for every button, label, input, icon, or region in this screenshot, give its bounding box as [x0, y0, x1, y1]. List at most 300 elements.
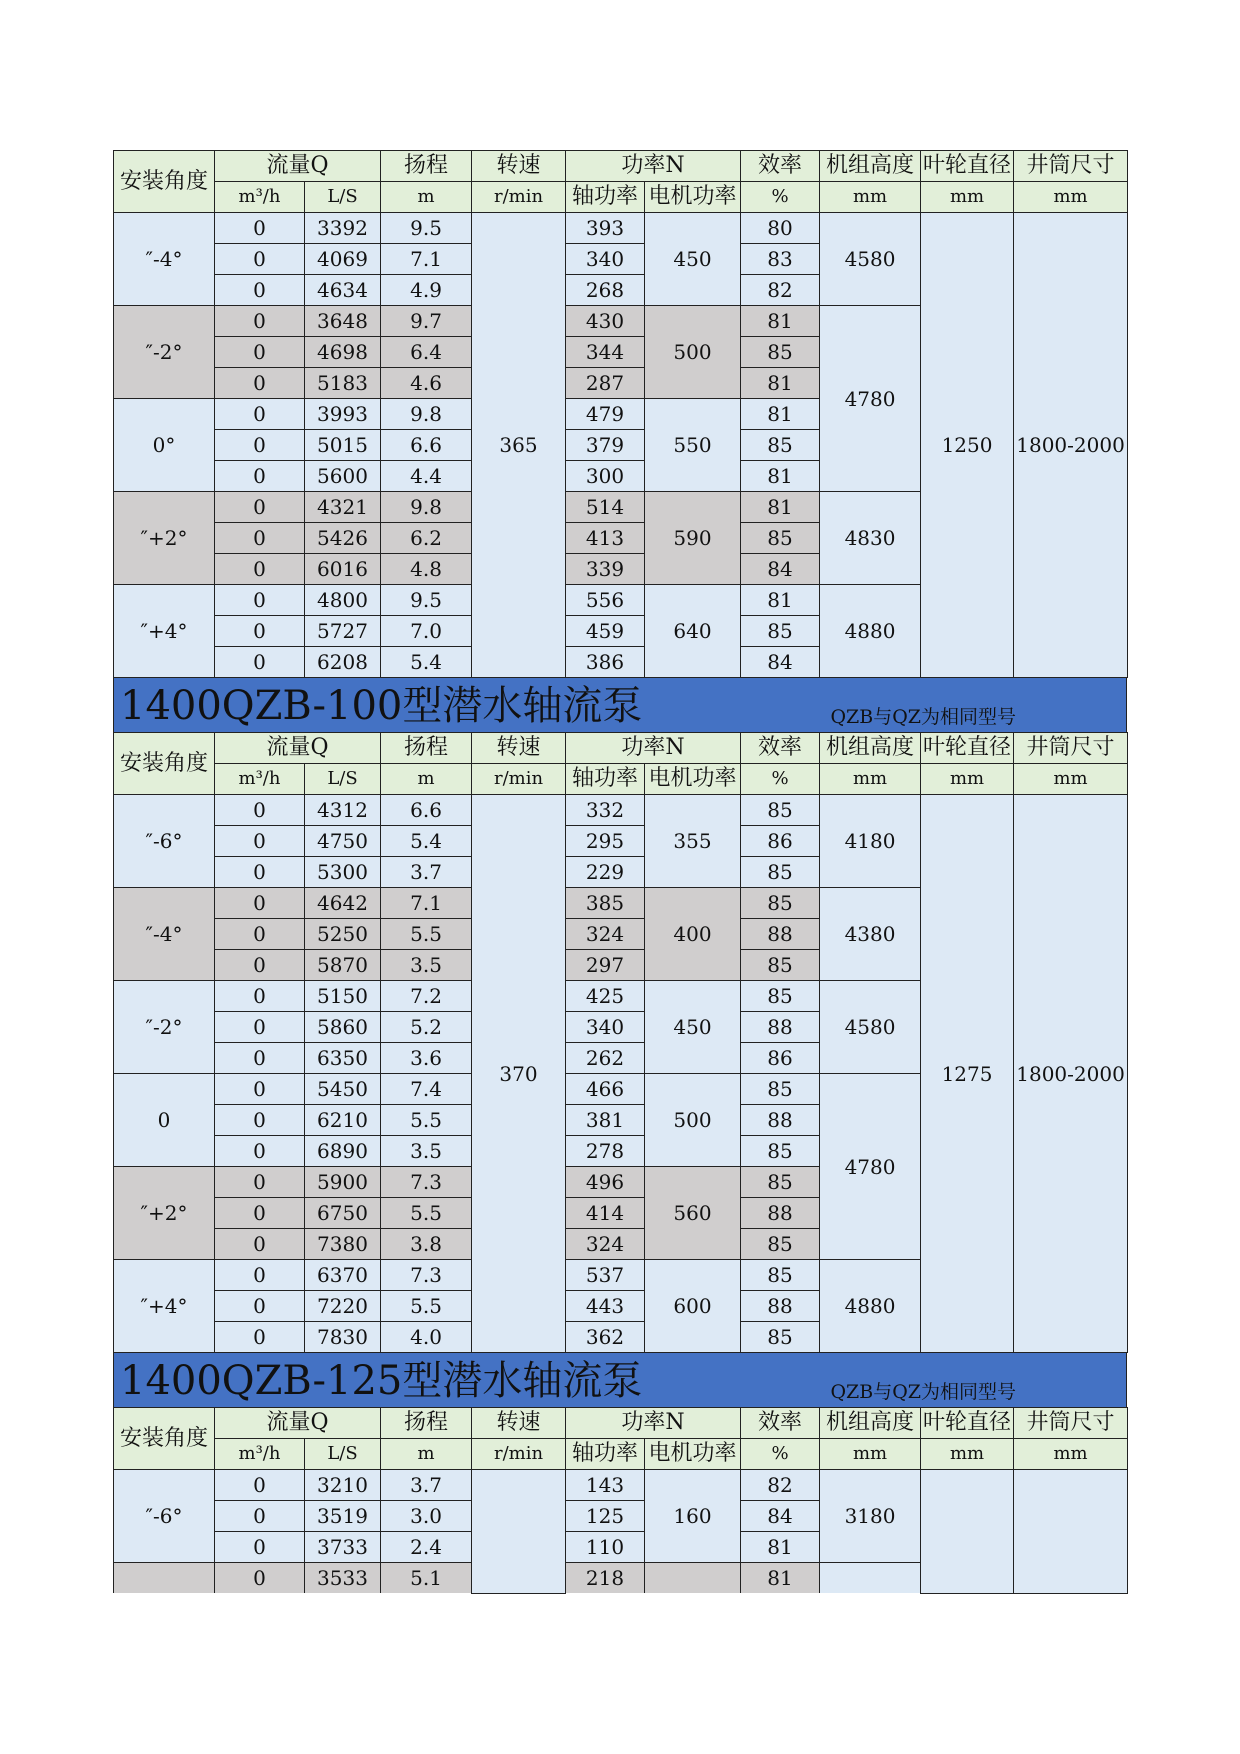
header-motor-power: 电机功率 — [645, 182, 741, 213]
efficiency-cell: 88 — [741, 1012, 820, 1043]
efficiency-cell: 82 — [741, 1470, 820, 1501]
head-cell: 9.8 — [381, 492, 472, 523]
flow-ls-cell: 4321 — [305, 492, 381, 523]
header-shaft-power: 轴功率 — [566, 764, 645, 795]
flow-m3h-cell: 0 — [215, 1043, 305, 1074]
flow-m3h-cell: 0 — [215, 1105, 305, 1136]
header-shaft-power: 轴功率 — [566, 182, 645, 213]
flow-m3h-cell: 0 — [215, 1532, 305, 1563]
unit-mm: mm — [820, 764, 921, 795]
flow-m3h-cell: 0 — [215, 1291, 305, 1322]
flow-ls-cell: 5860 — [305, 1012, 381, 1043]
flow-m3h-cell: 0 — [215, 337, 305, 368]
section-title-bar — [113, 1353, 1127, 1407]
head-cell: 6.4 — [381, 337, 472, 368]
efficiency-cell: 81 — [741, 461, 820, 492]
header-motor-power: 电机功率 — [645, 764, 741, 795]
flow-m3h-cell: 0 — [215, 1229, 305, 1260]
flow-ls-cell: 3733 — [305, 1532, 381, 1563]
header-head: 扬程 — [381, 733, 472, 764]
unit-mm: mm — [1014, 1439, 1128, 1470]
table-row — [114, 1470, 1128, 1501]
flow-ls-cell: 5450 — [305, 1074, 381, 1105]
angle-cell: ″+2° — [114, 1167, 215, 1260]
flow-ls-cell: 3392 — [305, 213, 381, 244]
shaft-power-cell: 344 — [566, 337, 645, 368]
flow-ls-cell: 6370 — [305, 1260, 381, 1291]
unit-height-cell: 4780 — [820, 306, 921, 492]
head-cell: 4.0 — [381, 1322, 472, 1353]
section-title-bar — [113, 678, 1127, 732]
flow-m3h-cell: 0 — [215, 1074, 305, 1105]
angle-cell: ″-4° — [114, 888, 215, 981]
angle-cell — [114, 1563, 215, 1594]
flow-m3h-cell: 0 — [215, 1012, 305, 1043]
unit-percent: % — [741, 182, 820, 213]
efficiency-cell: 85 — [741, 1260, 820, 1291]
shaft-power-cell: 496 — [566, 1167, 645, 1198]
header-unit-height: 机组高度 — [820, 151, 921, 182]
header-well-size: 井筒尺寸 — [1014, 151, 1128, 182]
flow-ls-cell: 5250 — [305, 919, 381, 950]
unit-rpm: r/min — [472, 182, 566, 213]
well-size-cell — [1014, 1470, 1128, 1594]
header-efficiency: 效率 — [741, 151, 820, 182]
header-angle: 安装角度 — [114, 733, 215, 795]
flow-ls-cell: 5015 — [305, 430, 381, 461]
unit-height-cell: 4830 — [820, 492, 921, 585]
header-efficiency: 效率 — [741, 1408, 820, 1439]
efficiency-cell: 85 — [741, 430, 820, 461]
flow-m3h-cell: 0 — [215, 492, 305, 523]
flow-ls-cell: 5426 — [305, 523, 381, 554]
efficiency-cell: 85 — [741, 523, 820, 554]
shaft-power-cell: 386 — [566, 647, 645, 678]
unit-height-cell: 4880 — [820, 585, 921, 678]
shaft-power-cell: 229 — [566, 857, 645, 888]
flow-ls-cell: 4750 — [305, 826, 381, 857]
motor-power-cell: 640 — [645, 585, 741, 678]
impeller-diameter-cell: 1250 — [921, 213, 1014, 678]
unit-mm: mm — [921, 182, 1014, 213]
efficiency-cell: 88 — [741, 1105, 820, 1136]
efficiency-cell: 81 — [741, 492, 820, 523]
header-flow: 流量Q — [215, 1408, 381, 1439]
header-head: 扬程 — [381, 1408, 472, 1439]
unit-percent: % — [741, 764, 820, 795]
efficiency-cell: 81 — [741, 585, 820, 616]
unit-percent: % — [741, 1439, 820, 1470]
motor-power-cell: 600 — [645, 1260, 741, 1353]
header-power: 功率N — [566, 1408, 741, 1439]
flow-ls-cell: 6890 — [305, 1136, 381, 1167]
unit-ls: L/S — [305, 764, 381, 795]
head-cell: 9.5 — [381, 213, 472, 244]
angle-cell: 0 — [114, 1074, 215, 1167]
header-head: 扬程 — [381, 151, 472, 182]
unit-mm: mm — [1014, 764, 1128, 795]
header-well-size: 井筒尺寸 — [1014, 733, 1128, 764]
flow-ls-cell: 5900 — [305, 1167, 381, 1198]
shaft-power-cell: 466 — [566, 1074, 645, 1105]
head-cell: 6.6 — [381, 430, 472, 461]
flow-m3h-cell: 0 — [215, 1563, 305, 1594]
efficiency-cell: 82 — [741, 275, 820, 306]
efficiency-cell: 85 — [741, 981, 820, 1012]
flow-m3h-cell: 0 — [215, 795, 305, 826]
motor-power-cell: 450 — [645, 213, 741, 306]
flow-m3h-cell: 0 — [215, 399, 305, 430]
flow-m3h-cell: 0 — [215, 461, 305, 492]
flow-ls-cell: 5600 — [305, 461, 381, 492]
header-angle: 安装角度 — [114, 1408, 215, 1470]
well-size-cell: 1800-2000 — [1014, 213, 1128, 678]
shaft-power-cell: 125 — [566, 1501, 645, 1532]
unit-mm: mm — [921, 764, 1014, 795]
head-cell: 4.6 — [381, 368, 472, 399]
spec-table — [113, 732, 1128, 1353]
unit-m: m — [381, 182, 472, 213]
motor-power-cell: 590 — [645, 492, 741, 585]
head-cell: 3.8 — [381, 1229, 472, 1260]
flow-ls-cell: 4698 — [305, 337, 381, 368]
shaft-power-cell: 297 — [566, 950, 645, 981]
shaft-power-cell: 362 — [566, 1322, 645, 1353]
flow-m3h-cell: 0 — [215, 1501, 305, 1532]
motor-power-cell: 160 — [645, 1470, 741, 1563]
flow-m3h-cell: 0 — [215, 616, 305, 647]
efficiency-cell: 81 — [741, 399, 820, 430]
flow-ls-cell: 3533 — [305, 1563, 381, 1594]
head-cell: 2.4 — [381, 1532, 472, 1563]
head-cell: 3.0 — [381, 1501, 472, 1532]
head-cell: 9.5 — [381, 585, 472, 616]
header-power: 功率N — [566, 733, 741, 764]
head-cell: 5.4 — [381, 647, 472, 678]
shaft-power-cell: 324 — [566, 1229, 645, 1260]
unit-height-cell: 4180 — [820, 795, 921, 888]
angle-cell: ″-6° — [114, 1470, 215, 1563]
efficiency-cell: 86 — [741, 826, 820, 857]
spec-table — [113, 1407, 1128, 1594]
unit-mm: mm — [921, 1439, 1014, 1470]
flow-ls-cell: 7380 — [305, 1229, 381, 1260]
flow-m3h-cell: 0 — [215, 306, 305, 337]
table-row — [114, 213, 1128, 244]
angle-cell: ″+4° — [114, 585, 215, 678]
header-power: 功率N — [566, 151, 741, 182]
head-cell: 3.5 — [381, 1136, 472, 1167]
head-cell: 7.3 — [381, 1167, 472, 1198]
flow-m3h-cell: 0 — [215, 950, 305, 981]
unit-height-cell — [820, 1563, 921, 1594]
flow-m3h-cell: 0 — [215, 981, 305, 1012]
flow-ls-cell: 5183 — [305, 368, 381, 399]
flow-ls-cell: 4069 — [305, 244, 381, 275]
head-cell: 7.0 — [381, 616, 472, 647]
efficiency-cell: 84 — [741, 554, 820, 585]
flow-ls-cell: 6208 — [305, 647, 381, 678]
flow-ls-cell: 3210 — [305, 1470, 381, 1501]
spec-table — [113, 150, 1128, 678]
flow-m3h-cell: 0 — [215, 1260, 305, 1291]
shaft-power-cell: 340 — [566, 244, 645, 275]
header-speed: 转速 — [472, 151, 566, 182]
shaft-power-cell: 443 — [566, 1291, 645, 1322]
motor-power-cell: 450 — [645, 981, 741, 1074]
head-cell: 7.4 — [381, 1074, 472, 1105]
head-cell: 5.5 — [381, 919, 472, 950]
header-motor-power: 电机功率 — [645, 1439, 741, 1470]
shaft-power-cell: 425 — [566, 981, 645, 1012]
flow-m3h-cell: 0 — [215, 368, 305, 399]
shaft-power-cell: 393 — [566, 213, 645, 244]
flow-m3h-cell: 0 — [215, 585, 305, 616]
shaft-power-cell: 556 — [566, 585, 645, 616]
head-cell: 5.4 — [381, 826, 472, 857]
head-cell: 7.2 — [381, 981, 472, 1012]
efficiency-cell: 83 — [741, 244, 820, 275]
shaft-power-cell: 385 — [566, 888, 645, 919]
unit-height-cell: 3180 — [820, 1470, 921, 1563]
flow-ls-cell: 5870 — [305, 950, 381, 981]
flow-m3h-cell: 0 — [215, 1167, 305, 1198]
flow-m3h-cell: 0 — [215, 857, 305, 888]
header-shaft-power: 轴功率 — [566, 1439, 645, 1470]
flow-m3h-cell: 0 — [215, 919, 305, 950]
head-cell: 5.5 — [381, 1291, 472, 1322]
efficiency-cell: 88 — [741, 1291, 820, 1322]
flow-m3h-cell: 0 — [215, 523, 305, 554]
speed-cell: 365 — [472, 213, 566, 678]
section-title: 1400QZB-100型潜水轴流泵 — [120, 683, 643, 729]
angle-cell: ″+2° — [114, 492, 215, 585]
head-cell: 3.7 — [381, 857, 472, 888]
head-cell: 6.6 — [381, 795, 472, 826]
flow-ls-cell: 6750 — [305, 1198, 381, 1229]
efficiency-cell: 80 — [741, 213, 820, 244]
flow-ls-cell: 4634 — [305, 275, 381, 306]
flow-ls-cell: 5300 — [305, 857, 381, 888]
angle-cell: ″-6° — [114, 795, 215, 888]
angle-cell: ″-4° — [114, 213, 215, 306]
impeller-diameter-cell: 1275 — [921, 795, 1014, 1353]
unit-height-cell: 4780 — [820, 1074, 921, 1260]
motor-power-cell — [645, 1563, 741, 1594]
head-cell: 7.1 — [381, 888, 472, 919]
flow-ls-cell: 6210 — [305, 1105, 381, 1136]
efficiency-cell: 81 — [741, 1563, 820, 1594]
efficiency-cell: 86 — [741, 1043, 820, 1074]
shaft-power-cell: 414 — [566, 1198, 645, 1229]
header-flow: 流量Q — [215, 733, 381, 764]
flow-m3h-cell: 0 — [215, 1322, 305, 1353]
unit-m: m — [381, 764, 472, 795]
shaft-power-cell: 268 — [566, 275, 645, 306]
unit-ls: L/S — [305, 182, 381, 213]
flow-m3h-cell: 0 — [215, 213, 305, 244]
head-cell: 5.5 — [381, 1105, 472, 1136]
header-impeller-diameter: 叶轮直径 — [921, 1408, 1014, 1439]
flow-m3h-cell: 0 — [215, 554, 305, 585]
unit-m: m — [381, 1439, 472, 1470]
unit-m3h: m³/h — [215, 182, 305, 213]
efficiency-cell: 85 — [741, 1074, 820, 1105]
unit-m3h: m³/h — [215, 764, 305, 795]
speed-cell — [472, 1470, 566, 1594]
header-unit-height: 机组高度 — [820, 733, 921, 764]
header-flow: 流量Q — [215, 151, 381, 182]
shaft-power-cell: 479 — [566, 399, 645, 430]
angle-cell: 0° — [114, 399, 215, 492]
table-row — [114, 795, 1128, 826]
head-cell: 9.7 — [381, 306, 472, 337]
unit-mm: mm — [820, 182, 921, 213]
shaft-power-cell: 218 — [566, 1563, 645, 1594]
unit-rpm: r/min — [472, 764, 566, 795]
flow-ls-cell: 6350 — [305, 1043, 381, 1074]
flow-m3h-cell: 0 — [215, 275, 305, 306]
flow-ls-cell: 4800 — [305, 585, 381, 616]
unit-rpm: r/min — [472, 1439, 566, 1470]
unit-height-cell: 4580 — [820, 981, 921, 1074]
unit-m3h: m³/h — [215, 1439, 305, 1470]
header-impeller-diameter: 叶轮直径 — [921, 151, 1014, 182]
pump-spec-sheet — [113, 150, 1127, 1594]
efficiency-cell: 81 — [741, 368, 820, 399]
shaft-power-cell: 295 — [566, 826, 645, 857]
flow-ls-cell: 3519 — [305, 1501, 381, 1532]
well-size-cell: 1800-2000 — [1014, 795, 1128, 1353]
shaft-power-cell: 278 — [566, 1136, 645, 1167]
section-note: QZB与QZ为相同型号 — [830, 1381, 1016, 1403]
section-note: QZB与QZ为相同型号 — [830, 706, 1016, 728]
motor-power-cell: 500 — [645, 306, 741, 399]
head-cell: 4.4 — [381, 461, 472, 492]
unit-height-cell: 4380 — [820, 888, 921, 981]
flow-m3h-cell: 0 — [215, 1136, 305, 1167]
motor-power-cell: 500 — [645, 1074, 741, 1167]
section-title: 1400QZB-125型潜水轴流泵 — [120, 1358, 643, 1404]
efficiency-cell: 85 — [741, 857, 820, 888]
shaft-power-cell: 287 — [566, 368, 645, 399]
head-cell: 9.8 — [381, 399, 472, 430]
head-cell: 7.1 — [381, 244, 472, 275]
shaft-power-cell: 262 — [566, 1043, 645, 1074]
efficiency-cell: 81 — [741, 1532, 820, 1563]
shaft-power-cell: 381 — [566, 1105, 645, 1136]
flow-ls-cell: 5150 — [305, 981, 381, 1012]
header-speed: 转速 — [472, 1408, 566, 1439]
efficiency-cell: 85 — [741, 950, 820, 981]
efficiency-cell: 84 — [741, 1501, 820, 1532]
flow-m3h-cell: 0 — [215, 244, 305, 275]
speed-cell: 370 — [472, 795, 566, 1353]
shaft-power-cell: 324 — [566, 919, 645, 950]
head-cell: 4.8 — [381, 554, 472, 585]
flow-m3h-cell: 0 — [215, 1198, 305, 1229]
head-cell: 5.5 — [381, 1198, 472, 1229]
shaft-power-cell: 143 — [566, 1470, 645, 1501]
flow-ls-cell: 5727 — [305, 616, 381, 647]
motor-power-cell: 560 — [645, 1167, 741, 1260]
flow-ls-cell: 7830 — [305, 1322, 381, 1353]
shaft-power-cell: 537 — [566, 1260, 645, 1291]
flow-ls-cell: 6016 — [305, 554, 381, 585]
head-cell: 5.1 — [381, 1563, 472, 1594]
shaft-power-cell: 300 — [566, 461, 645, 492]
flow-m3h-cell: 0 — [215, 826, 305, 857]
header-impeller-diameter: 叶轮直径 — [921, 733, 1014, 764]
flow-ls-cell: 7220 — [305, 1291, 381, 1322]
header-speed: 转速 — [472, 733, 566, 764]
efficiency-cell: 88 — [741, 919, 820, 950]
angle-cell: ″-2° — [114, 981, 215, 1074]
header-well-size: 井筒尺寸 — [1014, 1408, 1128, 1439]
head-cell: 3.6 — [381, 1043, 472, 1074]
efficiency-cell: 85 — [741, 795, 820, 826]
flow-m3h-cell: 0 — [215, 647, 305, 678]
motor-power-cell: 400 — [645, 888, 741, 981]
flow-ls-cell: 4642 — [305, 888, 381, 919]
motor-power-cell: 355 — [645, 795, 741, 888]
impeller-diameter-cell — [921, 1470, 1014, 1594]
flow-m3h-cell: 0 — [215, 1470, 305, 1501]
efficiency-cell: 84 — [741, 647, 820, 678]
efficiency-cell: 85 — [741, 337, 820, 368]
shaft-power-cell: 332 — [566, 795, 645, 826]
efficiency-cell: 85 — [741, 888, 820, 919]
efficiency-cell: 85 — [741, 1229, 820, 1260]
flow-m3h-cell: 0 — [215, 430, 305, 461]
head-cell: 6.2 — [381, 523, 472, 554]
shaft-power-cell: 110 — [566, 1532, 645, 1563]
head-cell: 3.7 — [381, 1470, 472, 1501]
efficiency-cell: 85 — [741, 1167, 820, 1198]
angle-cell: ″+4° — [114, 1260, 215, 1353]
flow-ls-cell: 3993 — [305, 399, 381, 430]
shaft-power-cell: 459 — [566, 616, 645, 647]
head-cell: 4.9 — [381, 275, 472, 306]
shaft-power-cell: 340 — [566, 1012, 645, 1043]
efficiency-cell: 85 — [741, 616, 820, 647]
shaft-power-cell: 514 — [566, 492, 645, 523]
shaft-power-cell: 413 — [566, 523, 645, 554]
shaft-power-cell: 379 — [566, 430, 645, 461]
flow-ls-cell: 4312 — [305, 795, 381, 826]
header-unit-height: 机组高度 — [820, 1408, 921, 1439]
shaft-power-cell: 339 — [566, 554, 645, 585]
flow-ls-cell: 3648 — [305, 306, 381, 337]
unit-mm: mm — [1014, 182, 1128, 213]
unit-height-cell: 4580 — [820, 213, 921, 306]
efficiency-cell: 81 — [741, 306, 820, 337]
unit-mm: mm — [820, 1439, 921, 1470]
efficiency-cell: 88 — [741, 1198, 820, 1229]
motor-power-cell: 550 — [645, 399, 741, 492]
efficiency-cell: 85 — [741, 1322, 820, 1353]
head-cell: 5.2 — [381, 1012, 472, 1043]
header-angle: 安装角度 — [114, 151, 215, 213]
efficiency-cell: 85 — [741, 1136, 820, 1167]
angle-cell: ″-2° — [114, 306, 215, 399]
shaft-power-cell: 430 — [566, 306, 645, 337]
head-cell: 3.5 — [381, 950, 472, 981]
header-efficiency: 效率 — [741, 733, 820, 764]
unit-ls: L/S — [305, 1439, 381, 1470]
flow-m3h-cell: 0 — [215, 888, 305, 919]
head-cell: 7.3 — [381, 1260, 472, 1291]
